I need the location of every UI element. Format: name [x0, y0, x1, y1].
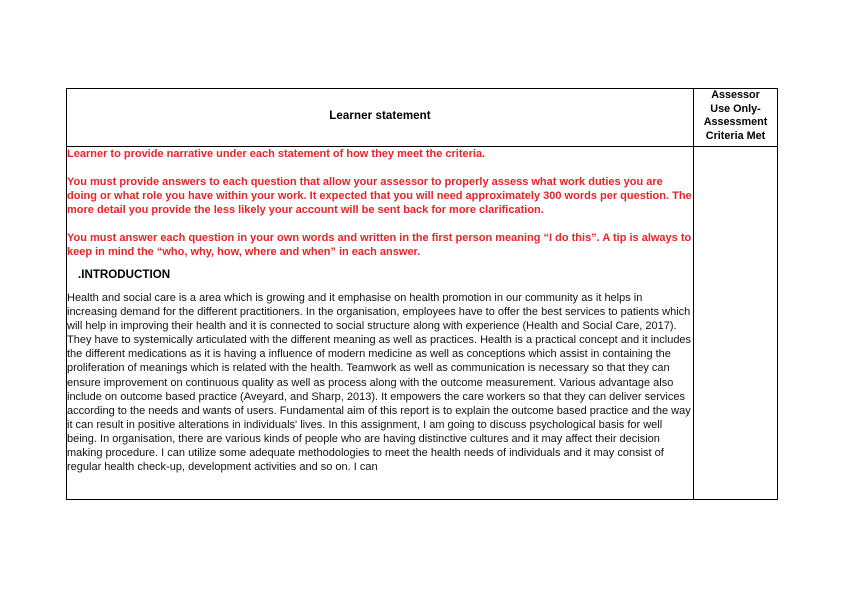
- header-cell-learner-statement: [67, 89, 694, 147]
- assessor-title-line-1: Assessor: [711, 89, 760, 101]
- header-cell-assessor-use-only: [694, 89, 778, 147]
- table-header-row: [67, 89, 778, 147]
- table-body-row: [67, 147, 778, 500]
- assessor-title-line-2: Use Only-: [710, 102, 761, 115]
- instruction-paragraph-2: You must provide answers to each question that allow your assessor to properly assess what work duties you are doing or what role you have within your work. It expected that you will need approximately 300 words per question. The more detail you provide the less likely your account will be sent back for more clarification.: [67, 175, 692, 217]
- assessor-title-line-4: Criteria Met: [705, 129, 766, 142]
- section-heading-introduction: .INTRODUCTION: [78, 268, 171, 282]
- learner-statement-table: [66, 88, 778, 500]
- assessor-title-line-3: Assessment: [703, 116, 768, 129]
- introduction-body-text: Health and social care is a area which is growing and it emphasise on health promotion in our community as it helps in increasing demand for the different practitioners. In the organisation, employees have to offer the best services to patients which will help in improving their health and it is connected to social structure along with experience (Health and Social Care, 2017). They have to systemically articulated with the different meaning as well as practices. Health is a practical concept and it includes the different medications as it is having a influence of modern medicine as well as conceptions which assist in containing the proliferation of meanings which is related with the health. Teamwork as well as communication is necessary so that they can ensure improvement on continuous quality as well as process along with the outcome measurement. Various advantage also include on outcome based practice (Aveyard, and Sharp, 2013). It empowers the care workers so that they can deliver services according to the needs and wants of users. Fundamental aim of this report is to explain the outcome based practice and the way it can result in positive alterations in individuals' lives. In this assignment, I am going to discuss psychological basis for well being. In organisation, there are various kinds of people who are having distinctive cultures and it may affect their decision making procedure. I can utilize some adequate methodologies to meet the health needs of individuals and it may consist of regular health check-up, development activities and so on. I can: [67, 292, 692, 473]
- learner-statement-column-title: Learner statement: [329, 110, 431, 122]
- body-cell-assessor-use-only[interactable]: [694, 147, 778, 500]
- instruction-paragraph-3: You must answer each question in your own words and written in the first person meaning “I do this”. A tip is always to keep in mind the “who, why, how, where and when” in each answer.: [67, 231, 692, 259]
- instruction-paragraph-1: Learner to provide narrative under each statement of how they meet the criteria.: [67, 148, 486, 160]
- body-cell-learner-statement: [67, 147, 694, 500]
